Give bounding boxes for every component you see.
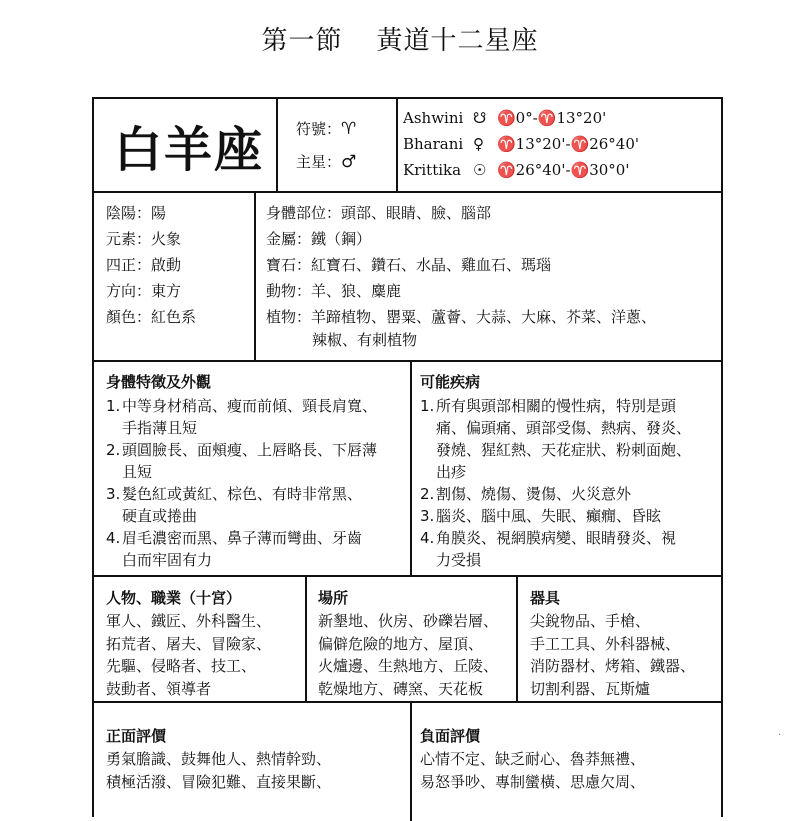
sun-symbol-icon: ☉ xyxy=(473,161,487,179)
list-item: 尖銳物品、手槍、 xyxy=(530,612,651,630)
nakshatra-name: Bharani xyxy=(403,135,464,153)
list-item: 火爐邊、生熱地方、丘陵、 xyxy=(318,657,499,675)
attr-element: 元素：火象 xyxy=(106,230,182,248)
section-number: 第一節 xyxy=(261,26,343,56)
list-item: 1. 所有與頭部相關的慢性病，特別是頭 痛、偏頭痛、頭部受傷、熱病、發炎、 發燒、猩紅熱、天花症狀、粉刺面皰、 出疹 xyxy=(420,397,692,481)
list-item: 2. 割傷、燒傷、燙傷、火災意外 xyxy=(420,485,632,503)
nakshatra-row xyxy=(403,109,606,127)
list-item: 軍人、鐵匠、外科醫生、 xyxy=(106,612,272,630)
mars-symbol-icon: ♂ xyxy=(341,152,357,172)
nakshatra-range: ♈0°-♈13°20' xyxy=(497,109,607,127)
positive-list xyxy=(106,748,331,793)
physical-heading: 身體特徵及外觀 xyxy=(106,373,212,391)
places-heading: 場所 xyxy=(318,589,349,607)
list-item: 3. 髮色紅或黃紅、棕色、有時非常黑、 硬直或捲曲 xyxy=(106,485,363,525)
physical-list xyxy=(106,395,377,571)
attr-animals: 動物：羊、狼、麋鹿 xyxy=(266,282,402,300)
list-item: 易怒爭吵、專制蠻橫、思慮欠周、 xyxy=(420,772,646,791)
negative-heading: 負面評價 xyxy=(420,727,481,745)
list-item: 偏僻危險的地方、屋頂、 xyxy=(318,634,484,653)
sign-table xyxy=(92,97,723,817)
aries-symbol-icon: ♈ xyxy=(341,119,357,139)
divider-v-attributes xyxy=(254,191,256,360)
venus-symbol-icon: ♀ xyxy=(473,135,484,153)
diseases-list xyxy=(420,395,691,571)
section-subject: 黃道十二星座 xyxy=(376,26,539,56)
divider-v-name xyxy=(276,99,278,191)
scan-speck: · xyxy=(778,730,782,741)
list-item: 1. 中等身材稍高、瘦而前傾、頸長肩寬、 手指薄且短 xyxy=(106,397,378,437)
list-item: 心情不定、缺乏耐心、魯莽無禮、 xyxy=(420,750,646,768)
diseases-heading: 可能疾病 xyxy=(420,373,481,391)
nakshatra-row xyxy=(403,161,629,179)
divider-v-people xyxy=(305,575,307,701)
sign-name: 白羊座 xyxy=(114,122,265,178)
ketu-symbol-icon: ☋ xyxy=(473,109,487,127)
attr-gems: 寶石：紅寶石、鑽石、水晶、雞血石、瑪瑙 xyxy=(266,256,552,274)
attr-metal: 金屬：鐵（鋼） xyxy=(266,230,372,248)
plants-line: 羊蹄植物、罌粟、蘆薈、大蒜、大麻、芥菜、洋蔥、 xyxy=(311,308,657,326)
attr-yinyang: 陰陽：陽 xyxy=(106,204,167,222)
divider-attributes xyxy=(94,360,721,362)
plants-line: 辣椒、有刺植物 xyxy=(312,331,418,349)
list-item: 鼓動者、領導者 xyxy=(106,679,212,698)
list-item: 先驅、侵略者、技工、 xyxy=(106,657,257,675)
list-item: 3. 腦炎、腦中風、失眠、癲癇、昏眩 xyxy=(420,507,662,525)
attr-direction: 方向：東方 xyxy=(106,282,182,300)
divider-v-places xyxy=(516,575,518,701)
list-item: 4. 眉毛濃密而黑、鼻子薄而彎曲、牙齒 白而牢固有力 xyxy=(106,529,363,569)
symbol-row xyxy=(296,118,356,139)
divider-traits xyxy=(94,575,721,577)
people-heading: 人物、職業（十宮） xyxy=(106,589,242,607)
nakshatra-range: ♈26°40'-♈30°0' xyxy=(497,161,630,179)
positive-heading: 正面評價 xyxy=(106,727,167,745)
list-item: 手工工具、外科器械、 xyxy=(530,634,681,653)
divider-v-evaluation xyxy=(410,701,412,821)
attr-quality: 四正：啟動 xyxy=(106,256,182,274)
list-item: 乾燥地方、磚窯、天花板 xyxy=(318,679,484,698)
list-item: 積極活潑、冒險犯難、直接果斷、 xyxy=(106,772,332,791)
divider-header xyxy=(94,191,721,193)
attr-color: 顏色：紅色系 xyxy=(106,308,197,326)
nakshatra-row xyxy=(403,135,639,153)
divider-v-traits xyxy=(410,360,412,575)
nakshatra-range: ♈13°20'-♈26°40' xyxy=(497,135,640,153)
divider-associations xyxy=(94,701,721,703)
plants-label: 植物： xyxy=(266,308,312,326)
ruler-label: 主星： xyxy=(296,153,342,171)
list-item: 新墾地、伙房、砂礫岩層、 xyxy=(318,612,499,630)
list-item: 2. 頭圓臉長、面頰瘦、上唇略長、下唇薄 且短 xyxy=(106,441,378,481)
tools-heading: 器具 xyxy=(530,589,561,607)
list-item: 切割利器、瓦斯爐 xyxy=(530,679,651,698)
tools-list xyxy=(530,610,695,700)
negative-list xyxy=(420,748,645,793)
symbol-label: 符號： xyxy=(296,120,342,138)
people-list xyxy=(106,610,271,700)
attr-plants xyxy=(266,306,656,327)
ruler-row xyxy=(296,151,356,172)
page-title xyxy=(0,20,800,57)
nakshatra-name: Ashwini xyxy=(403,109,464,127)
list-item: 4. 角膜炎、視網膜病變、眼睛發炎、視 力受損 xyxy=(420,529,677,569)
list-item: 勇氣膽識、鼓舞他人、熱情幹勁、 xyxy=(106,750,332,768)
attr-body-parts: 身體部位：頭部、眼睛、臉、腦部 xyxy=(266,204,492,222)
nakshatra-name: Krittika xyxy=(403,161,462,179)
list-item: 消防器材、烤箱、鐵器、 xyxy=(530,657,696,675)
places-list xyxy=(318,610,498,700)
list-item: 拓荒者、屠夫、冒險家、 xyxy=(106,634,272,653)
divider-v-symbols xyxy=(396,99,398,191)
